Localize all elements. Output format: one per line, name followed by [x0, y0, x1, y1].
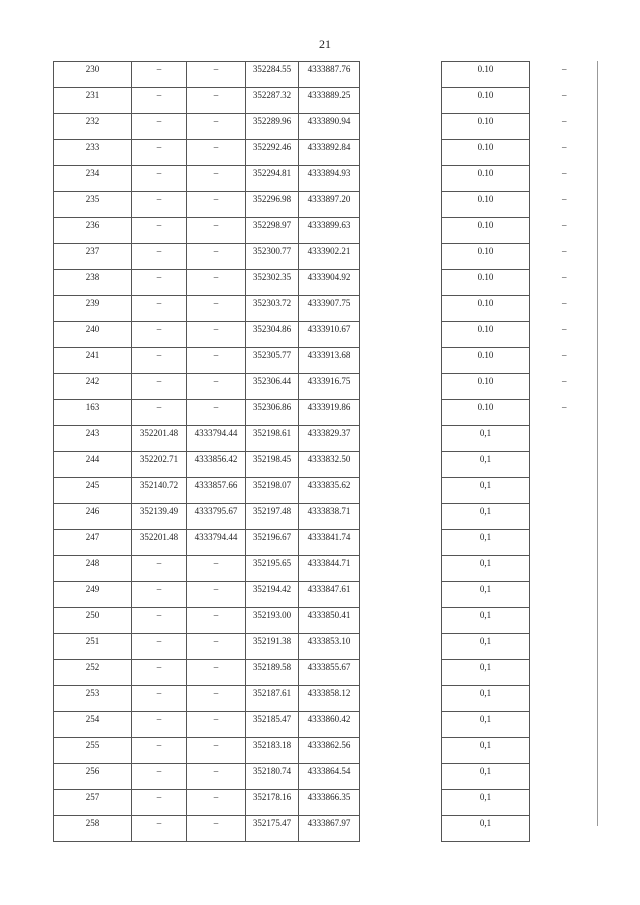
new-x-cell: 352183.18 [246, 738, 299, 764]
extra-cell: – [530, 322, 599, 348]
extra-cell [530, 426, 599, 452]
page-number: 21 [319, 37, 331, 51]
table-row [54, 114, 360, 140]
new-y-cell: 4333913.68 [299, 348, 360, 374]
table-row [442, 764, 599, 790]
point-number-cell: 254 [54, 712, 132, 738]
new-x-cell: 352187.61 [246, 686, 299, 712]
table-row [54, 374, 360, 400]
new-x-cell: 352306.44 [246, 374, 299, 400]
table-row [442, 686, 599, 712]
extra-cell [530, 452, 599, 478]
new-x-cell: 352180.74 [246, 764, 299, 790]
old-x-cell: – [132, 374, 187, 400]
extra-cell [530, 582, 599, 608]
table-row [442, 140, 599, 166]
new-y-cell: 4333899.63 [299, 218, 360, 244]
new-y-cell: 4333862.56 [299, 738, 360, 764]
new-x-cell: 352303.72 [246, 296, 299, 322]
accuracy-cell: 0.10 [442, 270, 530, 296]
point-number-cell: 235 [54, 192, 132, 218]
new-x-cell: 352292.46 [246, 140, 299, 166]
old-x-cell: – [132, 348, 187, 374]
accuracy-cell: 0.10 [442, 218, 530, 244]
point-number-cell: 238 [54, 270, 132, 296]
table-row [442, 530, 599, 556]
new-x-cell: 352305.77 [246, 348, 299, 374]
point-number-cell: 236 [54, 218, 132, 244]
old-x-cell: – [132, 114, 187, 140]
table-row [54, 556, 360, 582]
accuracy-cell: 0.10 [442, 348, 530, 374]
old-x-cell: – [132, 270, 187, 296]
accuracy-cell: 0.10 [442, 192, 530, 218]
table-row [442, 270, 599, 296]
accuracy-cell: 0.10 [442, 374, 530, 400]
point-number-cell: 248 [54, 556, 132, 582]
extra-cell [530, 816, 599, 842]
extra-cell [530, 660, 599, 686]
accuracy-cell: 0,1 [442, 582, 530, 608]
new-y-cell: 4333897.20 [299, 192, 360, 218]
new-y-cell: 4333838.71 [299, 504, 360, 530]
new-y-cell: 4333832.50 [299, 452, 360, 478]
new-y-cell: 4333860.42 [299, 712, 360, 738]
accuracy-cell: 0.10 [442, 88, 530, 114]
old-x-cell: – [132, 608, 187, 634]
old-y-cell: – [187, 582, 246, 608]
point-number-cell: 237 [54, 244, 132, 270]
extra-cell: – [530, 166, 599, 192]
old-y-cell: – [187, 738, 246, 764]
point-number-cell: 234 [54, 166, 132, 192]
old-y-cell: – [187, 712, 246, 738]
table-row [54, 166, 360, 192]
coordinates-table [53, 61, 360, 842]
table-row [54, 790, 360, 816]
new-y-cell: 4333858.12 [299, 686, 360, 712]
table-row [54, 270, 360, 296]
accuracy-cell: 0,1 [442, 816, 530, 842]
table-row [442, 478, 599, 504]
old-y-cell: – [187, 790, 246, 816]
old-y-cell: 4333794.44 [187, 426, 246, 452]
table-row [442, 556, 599, 582]
new-y-cell: 4333902.21 [299, 244, 360, 270]
point-number-cell: 255 [54, 738, 132, 764]
new-y-cell: 4333829.37 [299, 426, 360, 452]
old-y-cell: – [187, 608, 246, 634]
table-row [54, 88, 360, 114]
accuracy-cell: 0.10 [442, 166, 530, 192]
new-x-cell: 352198.45 [246, 452, 299, 478]
old-x-cell: – [132, 88, 187, 114]
old-y-cell: 4333856.42 [187, 452, 246, 478]
extra-cell: – [530, 218, 599, 244]
extra-cell: – [530, 244, 599, 270]
old-y-cell: – [187, 686, 246, 712]
table-row [442, 608, 599, 634]
old-y-cell: – [187, 634, 246, 660]
old-y-cell: – [187, 816, 246, 842]
old-y-cell: – [187, 400, 246, 426]
accuracy-cell: 0,1 [442, 634, 530, 660]
table-row [442, 244, 599, 270]
new-y-cell: 4333892.84 [299, 140, 360, 166]
new-y-cell: 4333841.74 [299, 530, 360, 556]
accuracy-cell: 0,1 [442, 738, 530, 764]
old-y-cell: – [187, 296, 246, 322]
table-row [54, 764, 360, 790]
new-y-cell: 4333907.75 [299, 296, 360, 322]
accuracy-cell: 0,1 [442, 426, 530, 452]
table-row [54, 192, 360, 218]
old-x-cell: – [132, 634, 187, 660]
extra-cell [530, 608, 599, 634]
table-row [54, 504, 360, 530]
new-x-cell: 352175.47 [246, 816, 299, 842]
table-row [442, 374, 599, 400]
old-x-cell: – [132, 738, 187, 764]
accuracy-cell: 0,1 [442, 504, 530, 530]
point-number-cell: 232 [54, 114, 132, 140]
new-x-cell: 352300.77 [246, 244, 299, 270]
old-y-cell: – [187, 764, 246, 790]
accuracy-cell: 0.10 [442, 244, 530, 270]
extra-cell [530, 504, 599, 530]
table-row [442, 296, 599, 322]
point-number-cell: 233 [54, 140, 132, 166]
old-x-cell: – [132, 322, 187, 348]
accuracy-cell: 0.10 [442, 400, 530, 426]
accuracy-table [441, 61, 599, 842]
table-row [54, 686, 360, 712]
new-x-cell: 352298.97 [246, 218, 299, 244]
new-x-cell: 352284.55 [246, 62, 299, 88]
old-y-cell: – [187, 244, 246, 270]
accuracy-cell: 0,1 [442, 712, 530, 738]
coordinates-table-body [54, 62, 360, 842]
old-x-cell: – [132, 296, 187, 322]
point-number-cell: 246 [54, 504, 132, 530]
accuracy-cell: 0.10 [442, 114, 530, 140]
old-x-cell: 352201.48 [132, 530, 187, 556]
old-x-cell: – [132, 166, 187, 192]
table-row [54, 530, 360, 556]
old-y-cell: – [187, 114, 246, 140]
table-row [442, 634, 599, 660]
old-y-cell: – [187, 166, 246, 192]
new-y-cell: 4333853.10 [299, 634, 360, 660]
old-y-cell: – [187, 556, 246, 582]
new-y-cell: 4333850.41 [299, 608, 360, 634]
old-x-cell: – [132, 192, 187, 218]
new-y-cell: 4333894.93 [299, 166, 360, 192]
table-row [442, 426, 599, 452]
table-row [54, 608, 360, 634]
old-y-cell: – [187, 218, 246, 244]
old-x-cell: – [132, 218, 187, 244]
accuracy-cell: 0,1 [442, 478, 530, 504]
old-x-cell: – [132, 244, 187, 270]
table-row [54, 660, 360, 686]
old-x-cell: – [132, 140, 187, 166]
new-y-cell: 4333844.71 [299, 556, 360, 582]
table-row [54, 244, 360, 270]
accuracy-table-body [442, 62, 599, 842]
extra-cell: – [530, 114, 599, 140]
extra-cell: – [530, 374, 599, 400]
point-number-cell: 257 [54, 790, 132, 816]
old-x-cell: – [132, 816, 187, 842]
extra-cell [530, 790, 599, 816]
old-y-cell: – [187, 192, 246, 218]
new-x-cell: 352191.38 [246, 634, 299, 660]
accuracy-cell: 0.10 [442, 62, 530, 88]
point-number-cell: 247 [54, 530, 132, 556]
old-x-cell: – [132, 660, 187, 686]
table-row [54, 738, 360, 764]
table-row [442, 790, 599, 816]
table-row [442, 348, 599, 374]
extra-cell [530, 530, 599, 556]
new-x-cell: 352304.86 [246, 322, 299, 348]
extra-cell [530, 764, 599, 790]
new-x-cell: 352194.42 [246, 582, 299, 608]
new-x-cell: 352296.98 [246, 192, 299, 218]
extra-cell [530, 478, 599, 504]
new-y-cell: 4333855.67 [299, 660, 360, 686]
new-y-cell: 4333864.54 [299, 764, 360, 790]
point-number-cell: 252 [54, 660, 132, 686]
old-x-cell: – [132, 62, 187, 88]
old-x-cell: – [132, 712, 187, 738]
table-row [442, 400, 599, 426]
extra-cell: – [530, 400, 599, 426]
extra-cell: – [530, 296, 599, 322]
new-x-cell: 352185.47 [246, 712, 299, 738]
point-number-cell: 240 [54, 322, 132, 348]
point-number-cell: 163 [54, 400, 132, 426]
old-x-cell: – [132, 400, 187, 426]
point-number-cell: 242 [54, 374, 132, 400]
point-number-cell: 258 [54, 816, 132, 842]
table-row [54, 400, 360, 426]
point-number-cell: 231 [54, 88, 132, 114]
old-y-cell: – [187, 88, 246, 114]
table-row [54, 582, 360, 608]
accuracy-cell: 0.10 [442, 296, 530, 322]
table-row [442, 166, 599, 192]
accuracy-cell: 0,1 [442, 452, 530, 478]
point-number-cell: 249 [54, 582, 132, 608]
extra-cell: – [530, 192, 599, 218]
table-row [442, 504, 599, 530]
table-row [442, 452, 599, 478]
old-y-cell: – [187, 348, 246, 374]
old-x-cell: – [132, 582, 187, 608]
right-border-line [597, 61, 598, 826]
extra-cell [530, 556, 599, 582]
old-y-cell: – [187, 270, 246, 296]
new-y-cell: 4333866.35 [299, 790, 360, 816]
new-y-cell: 4333835.62 [299, 478, 360, 504]
extra-cell: – [530, 140, 599, 166]
accuracy-cell: 0.10 [442, 322, 530, 348]
old-x-cell: – [132, 556, 187, 582]
table-row [442, 660, 599, 686]
new-y-cell: 4333919.86 [299, 400, 360, 426]
table-row [54, 62, 360, 88]
old-y-cell: – [187, 660, 246, 686]
table-row [54, 296, 360, 322]
old-x-cell: 352139.49 [132, 504, 187, 530]
point-number-cell: 230 [54, 62, 132, 88]
accuracy-cell: 0,1 [442, 686, 530, 712]
accuracy-cell: 0,1 [442, 764, 530, 790]
extra-cell [530, 686, 599, 712]
point-number-cell: 239 [54, 296, 132, 322]
new-x-cell: 352198.07 [246, 478, 299, 504]
table-row [442, 218, 599, 244]
new-x-cell: 352287.32 [246, 88, 299, 114]
extra-cell: – [530, 88, 599, 114]
accuracy-cell: 0,1 [442, 608, 530, 634]
table-row [54, 348, 360, 374]
old-y-cell: 4333857.66 [187, 478, 246, 504]
old-y-cell: 4333795.67 [187, 504, 246, 530]
old-x-cell: – [132, 764, 187, 790]
old-x-cell: – [132, 790, 187, 816]
old-y-cell: – [187, 140, 246, 166]
table-row [442, 192, 599, 218]
table-row [54, 712, 360, 738]
new-x-cell: 352193.00 [246, 608, 299, 634]
new-y-cell: 4333890.94 [299, 114, 360, 140]
new-x-cell: 352189.58 [246, 660, 299, 686]
extra-cell [530, 634, 599, 660]
old-y-cell: – [187, 62, 246, 88]
extra-cell: – [530, 62, 599, 88]
table-row [54, 452, 360, 478]
new-y-cell: 4333904.92 [299, 270, 360, 296]
table-row [442, 816, 599, 842]
point-number-cell: 250 [54, 608, 132, 634]
table-row [54, 140, 360, 166]
table-row [442, 114, 599, 140]
table-row [442, 62, 599, 88]
table-row [54, 816, 360, 842]
point-number-cell: 251 [54, 634, 132, 660]
table-row [54, 634, 360, 660]
old-y-cell: 4333794.44 [187, 530, 246, 556]
point-number-cell: 245 [54, 478, 132, 504]
accuracy-cell: 0.10 [442, 140, 530, 166]
point-number-cell: 243 [54, 426, 132, 452]
table-row [54, 322, 360, 348]
new-x-cell: 352302.35 [246, 270, 299, 296]
new-y-cell: 4333887.76 [299, 62, 360, 88]
new-x-cell: 352306.86 [246, 400, 299, 426]
accuracy-cell: 0,1 [442, 530, 530, 556]
old-x-cell: 352140.72 [132, 478, 187, 504]
accuracy-cell: 0,1 [442, 790, 530, 816]
table-row [442, 88, 599, 114]
table-row [54, 478, 360, 504]
new-y-cell: 4333910.67 [299, 322, 360, 348]
new-y-cell: 4333847.61 [299, 582, 360, 608]
table-row [54, 218, 360, 244]
new-y-cell: 4333916.75 [299, 374, 360, 400]
new-x-cell: 352178.16 [246, 790, 299, 816]
new-x-cell: 352294.81 [246, 166, 299, 192]
point-number-cell: 256 [54, 764, 132, 790]
new-x-cell: 352198.61 [246, 426, 299, 452]
accuracy-cell: 0,1 [442, 556, 530, 582]
accuracy-cell: 0,1 [442, 660, 530, 686]
old-y-cell: – [187, 374, 246, 400]
new-x-cell: 352289.96 [246, 114, 299, 140]
table-row [442, 322, 599, 348]
table-row [54, 426, 360, 452]
extra-cell [530, 712, 599, 738]
point-number-cell: 244 [54, 452, 132, 478]
old-x-cell: 352201.48 [132, 426, 187, 452]
extra-cell: – [530, 348, 599, 374]
table-row [442, 712, 599, 738]
new-y-cell: 4333889.25 [299, 88, 360, 114]
extra-cell [530, 738, 599, 764]
old-x-cell: – [132, 686, 187, 712]
point-number-cell: 253 [54, 686, 132, 712]
table-row [442, 582, 599, 608]
old-y-cell: – [187, 322, 246, 348]
new-y-cell: 4333867.97 [299, 816, 360, 842]
new-x-cell: 352196.67 [246, 530, 299, 556]
old-x-cell: 352202.71 [132, 452, 187, 478]
new-x-cell: 352195.65 [246, 556, 299, 582]
new-x-cell: 352197.48 [246, 504, 299, 530]
point-number-cell: 241 [54, 348, 132, 374]
table-row [442, 738, 599, 764]
extra-cell: – [530, 270, 599, 296]
